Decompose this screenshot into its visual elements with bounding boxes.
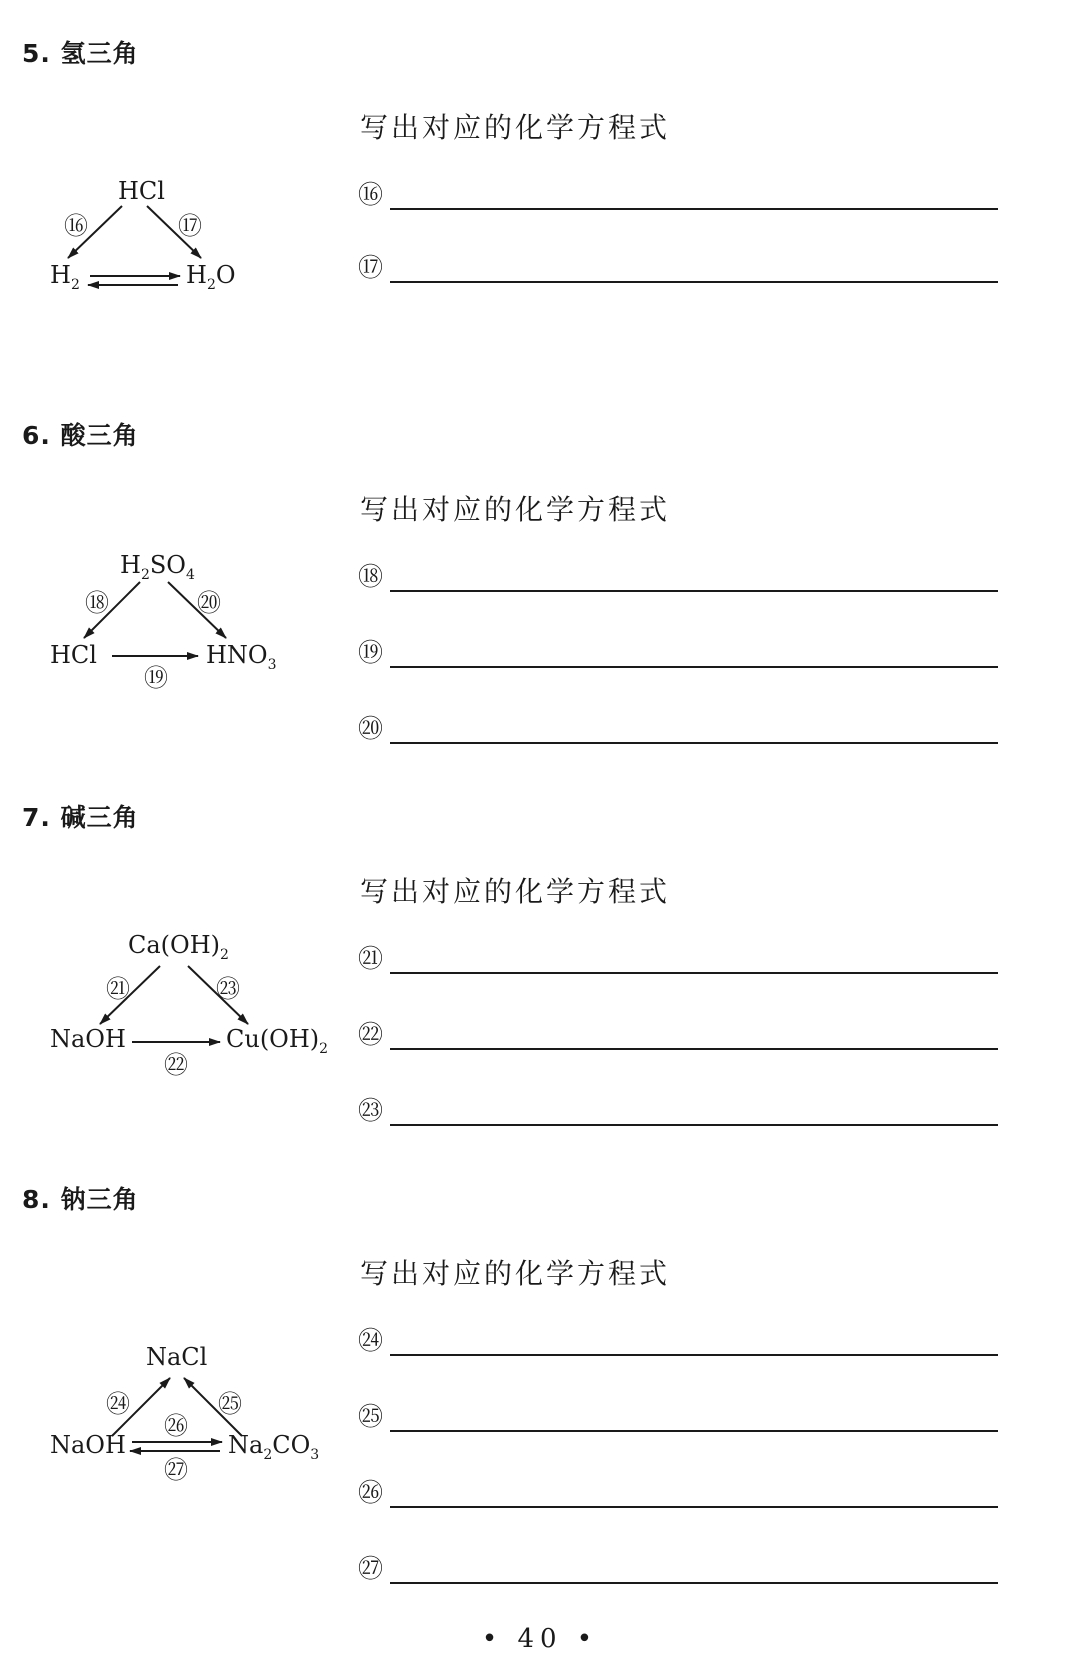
page-number: • 40 • [481,1624,599,1654]
answer-blank[interactable] [390,1124,998,1126]
node-naoh: NaOH [50,1431,126,1459]
answer-line-24[interactable] [358,1326,998,1356]
answer-number: ⑳ [358,714,384,743]
edge-label-17: ⑰ [178,212,202,240]
edge-label-16: ⑯ [64,212,88,240]
answer-line-16[interactable] [358,180,998,210]
instruction-text: 写出对应的化学方程式 [360,1257,671,1290]
node-h2: $H_2$ [50,261,80,293]
answer-blank[interactable] [390,1506,998,1508]
edge-label-21: ㉑ [106,975,130,1003]
answer-number: ⑱ [358,562,384,591]
edge-label-26: ㉖ [164,1412,188,1440]
instruction-text: 写出对应的化学方程式 [360,875,671,908]
answer-number: ㉕ [358,1402,384,1431]
answer-line-18[interactable] [358,562,998,592]
answer-number: ⑲ [358,638,384,667]
node-nacl: NaCl [146,1343,208,1371]
answer-blank[interactable] [390,208,998,210]
edge-label-25: ㉕ [218,1390,242,1418]
section-heading: 5. 氢三角 [22,39,139,68]
answer-number: ㉗ [358,1554,384,1583]
node-caoh2: $Ca(OH)_2$ [128,931,229,963]
node-hno3: $HNO_3$ [206,641,277,673]
answer-line-20[interactable] [358,714,998,744]
answer-line-27[interactable] [358,1554,998,1584]
sodium-triangle-diagram [0,1180,340,1484]
node-naoh: NaOH [50,1025,126,1053]
answer-number: ㉖ [358,1478,384,1507]
base-triangle-diagram [0,798,340,1078]
answer-blank[interactable] [390,281,998,283]
edge-label-19: ⑲ [144,664,168,692]
edge-label-24: ㉔ [106,1390,130,1418]
node-cuoh2: $Cu(OH)_2$ [226,1025,329,1057]
answer-line-17[interactable] [358,253,998,283]
node-hcl: HCl [118,177,165,205]
answer-number: ㉔ [358,1326,384,1355]
node-na2co3: $Na_2CO_3$ [228,1431,320,1463]
answer-line-22[interactable] [358,1020,998,1050]
edge-label-20: ⑳ [197,589,221,617]
instruction-text: 写出对应的化学方程式 [360,111,671,144]
instruction-text: 写出对应的化学方程式 [360,493,671,526]
answer-line-26[interactable] [358,1478,998,1508]
answer-blank[interactable] [390,972,998,974]
answer-number: ㉑ [358,944,384,973]
answer-blank[interactable] [390,1354,998,1356]
answer-blank[interactable] [390,666,998,668]
section-heading: 8. 钠三角 [22,1185,139,1214]
edge-label-22: ㉒ [164,1051,188,1079]
hydrogen-triangle-diagram [0,34,340,294]
node-hcl: HCl [50,641,97,669]
answer-number: ㉓ [358,1096,384,1125]
answer-line-21[interactable] [358,944,998,974]
answer-blank[interactable] [390,590,998,592]
answer-line-23[interactable] [358,1096,998,1126]
answer-number: ⑰ [358,253,384,282]
answer-line-19[interactable] [358,638,998,668]
answer-blank[interactable] [390,1430,998,1432]
answer-number: ⑯ [358,180,384,209]
edge-label-27: ㉗ [164,1456,188,1484]
acid-triangle-diagram [0,416,340,696]
node-h2o: $H_2O$ [186,261,236,293]
answer-blank[interactable] [390,1582,998,1584]
edge-label-23: ㉓ [216,975,240,1003]
answer-number: ㉒ [358,1020,384,1049]
edge-label-18: ⑱ [85,589,109,617]
node-h2so4: $H_2SO_4$ [120,551,195,583]
answer-blank[interactable] [390,742,998,744]
answer-blank[interactable] [390,1048,998,1050]
section-heading: 6. 酸三角 [22,421,139,450]
answer-line-25[interactable] [358,1402,998,1432]
section-heading: 7. 碱三角 [22,803,139,832]
